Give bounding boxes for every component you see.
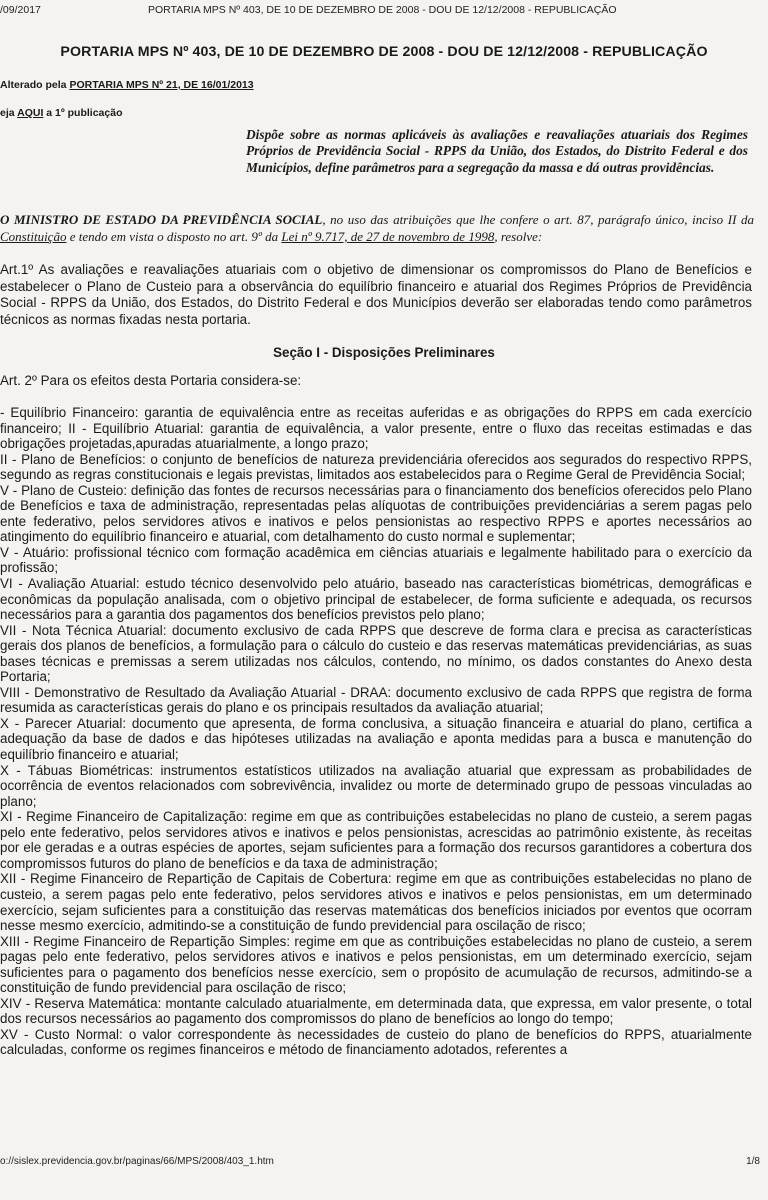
definition-item: VII - Nota Técnica Atuarial: documento exclusivo de cada RPPS que descreve de forma clara e precisa as características gerais dos planos de benefícios, a formulação para o cálculo do custeio e das reservas matemáticas previdenciárias, as suas bases técnicas e premissas a serem utilizadas nos cálculos, contendo, no mínimo, os dados constantes do Anexo desta Portaria; — [0, 622, 752, 685]
altered-note — [0, 79, 254, 91]
law-link[interactable]: Lei nº 9.717, de 27 de novembro de 1998 — [281, 229, 495, 244]
ementa: Dispõe sobre as normas aplicáveis às avaliações e reavaliações atuariais dos Regimes Próprios de Previdência Social - RPPS da União, dos Estados, do Distrito Federal e dos Municípios, define parâmetros para a segregação da massa e dá outras providências. — [246, 127, 748, 175]
print-date: /09/2017 — [0, 4, 41, 16]
definition-item: XIV - Reserva Matemática: montante calculado atuarialmente, em determinada data, que expressa, em valor presente, o total dos recursos necessários ao pagamento dos compromissos do plano de benefícios ao longo do tempo; — [0, 995, 752, 1027]
preamble — [0, 211, 754, 245]
definition-item: X - Parecer Atuarial: documento que apresenta, de forma conclusiva, a situação financeira e atuarial do plano, certifica a adequação da base de dados e das hipóteses utilizadas na avaliação e aponta medidas para a busca e manutenção do equilíbrio financeiro e atuarial; — [0, 715, 752, 763]
definition-item: X - Tábuas Biométricas: instrumentos estatísticos utilizados na avaliação atuarial que expressam as probabilidades de ocorrência de eventos relacionados com sobrevivência, invalidez ou morte de determinado grupo de pessoas vinculadas ao plano; — [0, 762, 752, 809]
definition-item: XII - Regime Financeiro de Repartição de Capitais de Cobertura: regime em que as contribuições estabelecidas no plano de custeio, a serem pagas pelo ente federativo, pelos servidores ativos e inativos e pelos pensionistas, em um determinado exercício, sejam suficientes para a constituição das reservas matemáticas dos benefícios iniciados por eventos que ocorram nesse mesmo exercício, admitindo-se a constituição de fundo previdencial para oscilação de risco; — [0, 871, 752, 934]
first-publication-note — [0, 107, 123, 119]
preamble-text-3: , resolve: — [494, 229, 543, 244]
definition-item: V - Plano de Custeio: definição das fontes de recursos necessárias para o financiamento dos benefícios oferecidos pelo Plano de Benefícios e taxa de administração, representadas pelas alíquotas de contribuições previdenciárias a serem pagas pelo ente federativo, pelos servidores ativos e inativos e pelos pensionistas ao respectivo RPPS e aportes necessários ao atingimento do equilíbrio financeiro e atuarial, com detalhamento do custo normal e suplementar; — [0, 482, 752, 545]
article-2: Art. 2º Para os efeitos desta Portaria considera-se: — [0, 373, 302, 388]
definitions-list — [0, 405, 752, 1058]
definition-item: II - Plano de Benefícios: o conjunto de benefícios de natureza previdenciária oferecidos aos segurados do respectivo RPPS, segundo as regras constitucionais e legais previstas, limitados aos estabelecidos para o Regime Geral de Previdência Social; — [0, 451, 752, 483]
definition-item: XI - Regime Financeiro de Capitalização: regime em que as contribuições estabelecidas no plano de custeio, a serem pagas pelo ente federativo, pelos servidores ativos e inativos e pelos pensionistas, acrescidas ao patrimônio existente, às receitas por ele geradas e a outras espécies de aportes, sejam suficientes para a formação dos recursos garantidores a cobertura dos compromissos futuros do plano de benefícios e da taxa de administração; — [0, 809, 752, 871]
definition-item: XIII - Regime Financeiro de Repartição Simples: regime em que as contribuições estabelecidas no plano de custeio, a serem pagas pelo ente federativo, pelos servidores ativos e inativos e pelos pensionistas, em um determinado exercício, sejam suficientes para o pagamento dos benefícios nesse exercício, sem o propósito de acumulação de recursos, admitindo-se a constituição de fundo previdencial para oscilação de risco; — [0, 933, 752, 996]
page-url: o://sislex.previdencia.gov.br/paginas/66/MPS/2008/403_1.htm — [0, 1156, 274, 1167]
page-number: 1/8 — [746, 1156, 760, 1167]
see-suffix: a 1º publicação — [43, 107, 123, 119]
article-1: Art.1º As avaliações e reavaliações atuariais com o objetivo de dimensionar os compromissos do Plano de Benefícios e estabelecer o Plano de Custeio para a observância do equilíbrio financeiro e atuarial dos Regimes Próprios de Previdência Social - RPPS da União, dos Estados, do Distrito Federal e dos Municípios deverão ser elaboradas tendo como parâmetros técnicos as normas fixadas nesta portaria. — [0, 262, 752, 327]
definition-item: - Equilíbrio Financeiro: garantia de equivalência entre as receitas auferidas e as obrigações do RPPS em cada exercício financeiro; II - Equilíbrio Atuarial: garantia de equivalência, a valor presente, entre o fluxo das receitas estimadas e das obrigações projetadas,apuradas atuarialmente, a longo prazo; — [0, 405, 752, 452]
altered-link[interactable]: PORTARIA MPS Nº 21, DE 16/01/2013 — [69, 79, 254, 91]
preamble-text-1: , no uso das atribuições que lhe confere o art. 87, parágrafo único, inciso II da — [322, 212, 754, 227]
document-title: PORTARIA MPS Nº 403, DE 10 DE DEZEMBRO DE 2008 - DOU DE 12/12/2008 - REPUBLICAÇÃO — [60, 44, 708, 60]
section-heading: Seção I - Disposições Preliminares — [273, 345, 495, 360]
altered-prefix: Alterado pela — [0, 79, 70, 91]
running-title: PORTARIA MPS Nº 403, DE 10 DE DEZEMBRO DE 2008 - DOU DE 12/12/2008 - REPUBLICAÇÃO — [148, 4, 617, 16]
definition-item: XV - Custo Normal: o valor correspondente às necessidades de custeio do plano de benefícios do RPPS, atuarialmente calculadas, conforme os regimes financeiros e método de financiamento adotados, referentes a — [0, 1026, 752, 1058]
definition-item: V - Atuário: profissional técnico com formação acadêmica em ciências atuariais e legalmente habilitado para o exercício da profissão; — [0, 544, 752, 576]
constitution-link[interactable]: Constituição — [0, 229, 67, 244]
see-here-link[interactable]: AQUI — [17, 107, 44, 119]
see-prefix: eja — [0, 107, 18, 119]
minister-title: O MINISTRO DE ESTADO DA PREVIDÊNCIA SOCIAL — [0, 212, 323, 227]
preamble-text-2: e tendo em vista o disposto no art. 9º da — [66, 229, 282, 244]
definition-item: VI - Avaliação Atuarial: estudo técnico desenvolvido pelo atuário, baseado nas características biométricas, demográficas e econômicas da população analisada, com o objetivo principal de estabelecer, de forma suficiente e adequada, os recursos necessários para a garantia dos pagamentos dos benefícios previstos pelo plano; — [0, 576, 752, 623]
definition-item: VIII - Demonstrativo de Resultado da Avaliação Atuarial - DRAA: documento exclusivo de cada RPPS que registra de forma resumida as características gerais do plano e os principais resultados da avaliação atuarial; — [0, 684, 752, 716]
